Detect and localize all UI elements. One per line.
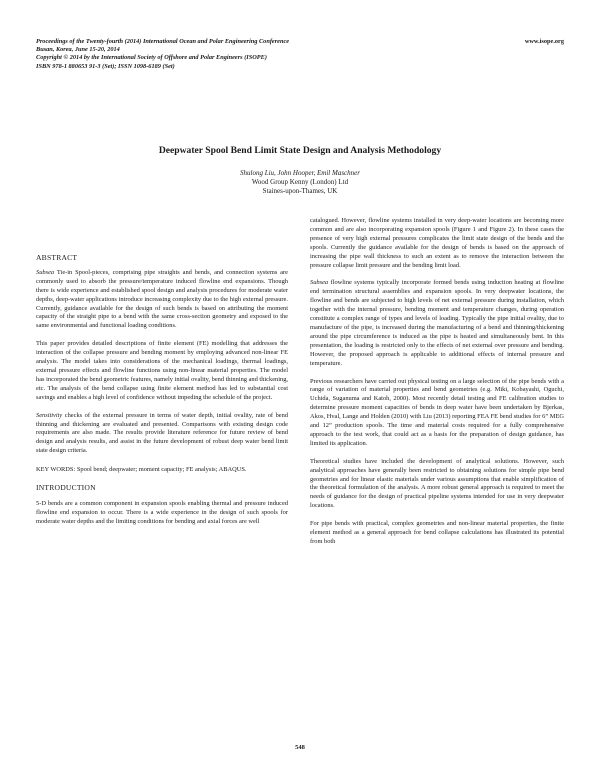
paper-title: Deepwater Spool Bend Limit State Design and Analysis Methodology [158,145,442,156]
body-paragraph: catalogued. However, flowline systems installed in very deep-water locations are becoming more common and are also incorporating expansion spools (Figure 1 and Figure 2). In these cases the presence of very high external pressures complicates the limit state design of the bends and the spools. Currently the guidance available for the design of bends is based on the approach of increasing the pipe wall thickness to such an extent as to remove the interaction between the pressure collapse limit pressure and the bending limit load. [310,217,564,269]
author-location: Staines-upon-Thames, UK [262,187,338,195]
abstract-heading: ABSTRACT [36,253,78,262]
abstract-paragraph: Subsea Tie-in Spool-pieces, comprising pipe straights and bends, and connection systems are commonly used to absorb the pressure/temperature induced flowline end expansions. Though there is wide experience and established spool design and analysis procedures for moderate water depths, deep-water applications introduce increasing complexity due to the high external pressure. Currently, guidance available for the design of such bends is based on attributing the moment capacity of the straight pipe to a bend with the same cross-section geometry and exposed to the same environmental and functional loading conditions. [36,268,288,330]
keywords: KEY WORDS: Spool bend; deepwater; moment capacity; FE analysis; ABAQUS. [36,466,247,474]
page-number: 548 [295,744,305,751]
header-line: Proceedings of the Twenty-fourth (2014) International Ocean and Polar Engineering Conference [36,38,290,45]
left-column [36,254,288,527]
keywords-label: KEY WORDS: [36,466,76,474]
author-names: Shulong Liu, John Hooper, Emil Maschner [240,169,360,177]
abstract-paragraph: Sensitivity checks of the external pressure in terms of water depth, initial ovality, rate of bend thinning and thickening are evaluated and presented. Comparisons with existing design code requirements are also made. The results provide literature reference for future review of bend design and analysis results, and assist in the future development of robust deep water bend limit state design criteria. [36,411,288,455]
body-paragraph: For pipe bends with practical, complex geometries and non-linear material properties, the finite element method as a general approach for bend collapse calculations has illustrated its potential from both [310,520,564,545]
body-paragraph: Theoretical studies have included the development of analytical solutions. However, such analytical approaches have generally been restricted to obtaining solutions for simple pipe bend geometries and for linear elastic materials under various assumptions that enable simplification of the theoretical formulation of the analysis. A more robust general approach is required to meet the needs of guidance for the design of practical pipeline systems intended for use in very deepwater locations. [310,457,564,510]
author-block [36,169,564,196]
body-paragraph: Previous researchers have carried out physical testing on a large selection of the pipe bends with a range of variation of material properties and bend geometries (e.g. Miki, Kobayashi, Oguchi, Uchida, Suganuma and Katoh, 2000). Most recently detail testing and FE calibration studies to determine pressure moment capacities of bends in deep water have been undertaken by Bjerkas, Akos, Hval, Lange and Holden (2010) with Liu (2013) reporting FEA FE bend studies for 6” MEG and 12” production spools. The time and material costs required for a fully comprehensive approach to the test work, that could act as a basis for the preparation of design guidance, has limited its application. [310,377,564,447]
body-paragraph: Subsea flowline systems typically incorporate formed bends using induction heating at flowline end termination structural assemblies and expansion spools. In very deepwater locations, the flowline and bends are subjected to high levels of net external pressure during installation, which together with the internal pressure, bending moment and temperature changes, during operation constitute a complex range of types and levels of loading. Typically the pipe initial ovality, due to manufacture of the pipe, is increased during the manufacturing of a bend and thinning/thickening around the pipe circumference is induced as the pipe is heated and simultaneously bent. In this presentation, the loading is restricted only to the effects of net external over pressure and bending. However, the proposed approach is applicable to additional effects of internal pressure and temperature. [310,279,564,367]
introduction-paragraph: 5-D bends are a common component in expansion spools enabling thermal and pressure induced flowline end expansion to occur. There is a wide experience in the design of such spools for moderate water depths and the limiting conditions for bending and axial forces are well [36,499,288,525]
header-line: ISBN 978-1 880653 91-3 (Set); ISSN 1098-6189 (Set) [36,62,175,70]
introduction-heading: INTRODUCTION [36,483,96,493]
header-line: Busan, Korea, June 15-20, 2014 [36,46,120,54]
header-line: Copyright © 2014 by the International Society of Offshore and Polar Engineers (ISOPE) [36,54,267,62]
website-link[interactable]: www.isope.org [524,38,564,45]
right-column [310,217,564,547]
abstract-paragraph: This paper provides detailed descriptions of finite element (FE) modelling that addresses the interaction of the collapse pressure and bending moment by employing advanced non-linear FE analysis. The model takes into considerations of the mechanical loadings, thermal loadings, external pressure effects and flowline functions using non-linear material properties. The model has incorporated the bend geometric features, namely initial ovality, bend thinning and thickening, etc. The analysis of the bend collapse using finite element method has led to substantial cost savings and enables a high level of confidence without impeding the schedule of the project. [36,340,288,401]
author-affiliation: Wood Group Kenny (London) Ltd [251,178,349,186]
conference-header [36,38,476,71]
